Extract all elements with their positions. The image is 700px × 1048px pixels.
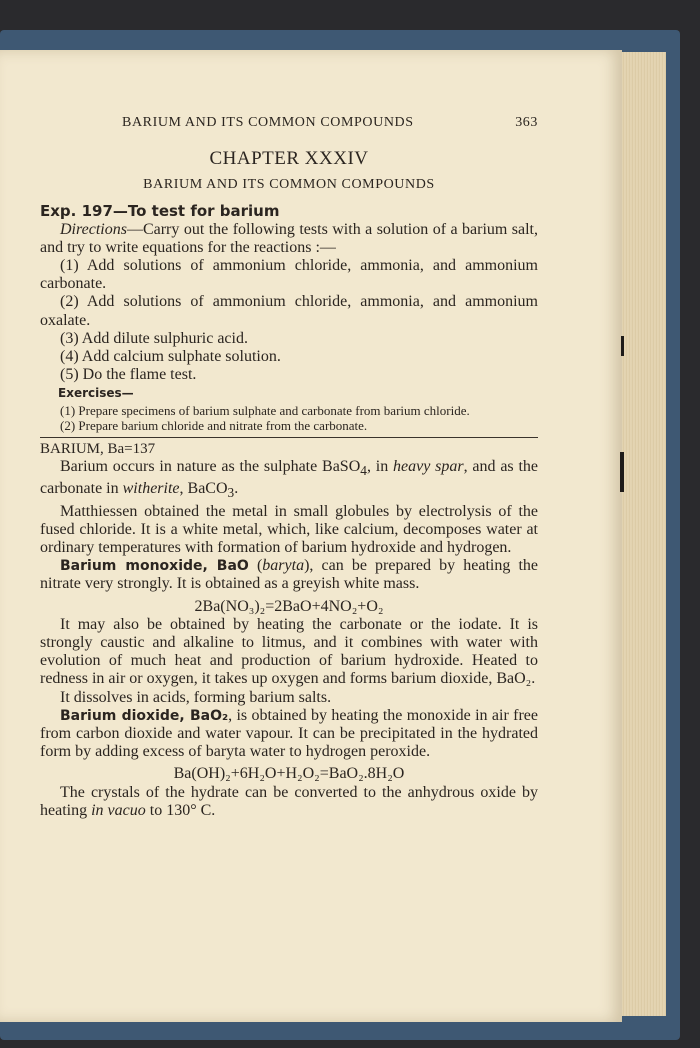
test-item-5: (5) Do the flame test. bbox=[60, 366, 197, 384]
book-page bbox=[0, 50, 622, 1022]
directions-label: Directions bbox=[60, 220, 127, 238]
dioxide-heading: Barium dioxide, BaO₂ bbox=[60, 707, 229, 724]
section-divider bbox=[40, 437, 538, 438]
dioxide-text: , is obtained by heating the monoxide in air free from carbon dioxide and water vapour. It can be precipitated in the hydrated form by adding excess of baryta water to hydrogen peroxide. bbox=[40, 706, 539, 761]
equation-1: 2Ba(NO₃)₂=2BaO+4NO₂+O₂ bbox=[194, 597, 384, 615]
p1-sub: 4 bbox=[360, 463, 367, 479]
barium-heading: BARIUM, Ba=137 bbox=[40, 440, 156, 457]
p1-text-d: , BaCO bbox=[179, 480, 228, 498]
p5-italic: in vacuo bbox=[91, 801, 146, 819]
p1-text-b: , in bbox=[366, 457, 394, 475]
exercise-2: (2) Prepare barium chloride and nitrate from the carbonate. bbox=[60, 417, 368, 433]
directions-paragraph bbox=[40, 221, 538, 257]
experiment-heading: Exp. 197—To test for barium bbox=[40, 202, 280, 221]
p1-text-e: . bbox=[234, 480, 239, 498]
monoxide-heading: Barium monoxide, BaO bbox=[60, 558, 249, 575]
test-item-1: (1) Add solutions of ammonium chloride, ammonia, and ammonium carbonate. bbox=[40, 257, 538, 293]
barium-paragraph-3: It may also be obtained by heating the carbonate or the iodate. It is strongly caustic and alkaline to litmus, and it combines with water with evolution of much heat and production of barium hydroxide. Heated to redness in air or oxygen, it takes up oxygen and forms barium dioxide, BaO₂. bbox=[40, 615, 538, 688]
page-edges bbox=[616, 52, 666, 1016]
p5-text-b: to 130° C. bbox=[145, 801, 216, 819]
exercises-label: Exercises— bbox=[58, 386, 134, 401]
p1-italic-witherite: witherite bbox=[122, 480, 180, 498]
running-title: BARIUM AND ITS COMMON COMPOUNDS bbox=[122, 115, 414, 130]
barium-paragraph-2: Matthiessen obtained the metal in small globules by electrolysis of the fused chloride. It is a white metal, which, like calcium, decomposes water at ordinary temperatures with formation of barium hydroxide and hydrogen. bbox=[40, 502, 538, 557]
barium-paragraph-1 bbox=[40, 458, 538, 503]
monoxide-italic: baryta bbox=[262, 557, 305, 575]
test-item-3: (3) Add dilute sulphuric acid. bbox=[60, 329, 248, 347]
p5-text-a: The crystals of the hydrate can be converted to the anhydrous oxide by heating bbox=[40, 783, 538, 819]
p1-text-a: Barium occurs in nature as the sulphate BaSO bbox=[60, 457, 361, 475]
barium-paragraph-5 bbox=[40, 784, 538, 820]
p1-sub2: 3 bbox=[227, 485, 235, 501]
dioxide-paragraph bbox=[40, 707, 538, 762]
equation-2: Ba(OH)₂+6H₂O+H₂O₂=BaO₂.8H₂O bbox=[173, 765, 405, 783]
directions-text: —Carry out the following tests with a solution of a barium salt, and try to write equations for the reactions :— bbox=[40, 220, 538, 256]
monoxide-paragraph: Barium monoxide, BaO (baryta), can be prepared by heating the nitrate very strongly. It is obtained as a greyish white mass. bbox=[40, 557, 539, 593]
chapter-subtitle: BARIUM AND ITS COMMON COMPOUNDS bbox=[143, 177, 435, 193]
monoxide-text: , can be prepared by heating the nitrate very strongly. It is obtained as a greyish white mass. bbox=[40, 557, 539, 593]
exercise-1: (1) Prepare specimens of barium sulphate and carbonate from barium chloride. bbox=[60, 402, 470, 418]
page-edge-mark-1 bbox=[621, 336, 624, 356]
p1-italic-heavy-spar: heavy spar bbox=[393, 457, 464, 475]
test-item-2: (2) Add solutions of ammonium chloride, ammonia, and ammonium oxalate. bbox=[40, 293, 538, 329]
test-item-4: (4) Add calcium sulphate solution. bbox=[60, 348, 281, 366]
chapter-title: CHAPTER XXXIV bbox=[209, 148, 369, 169]
p1-text-c: , and as the carbonate in bbox=[40, 457, 539, 498]
running-header bbox=[40, 112, 538, 136]
page-edge-mark-2 bbox=[620, 452, 624, 492]
page-number: 363 bbox=[515, 115, 538, 130]
barium-paragraph-4: It dissolves in acids, forming barium salts. bbox=[60, 688, 332, 706]
page-content bbox=[40, 112, 538, 820]
